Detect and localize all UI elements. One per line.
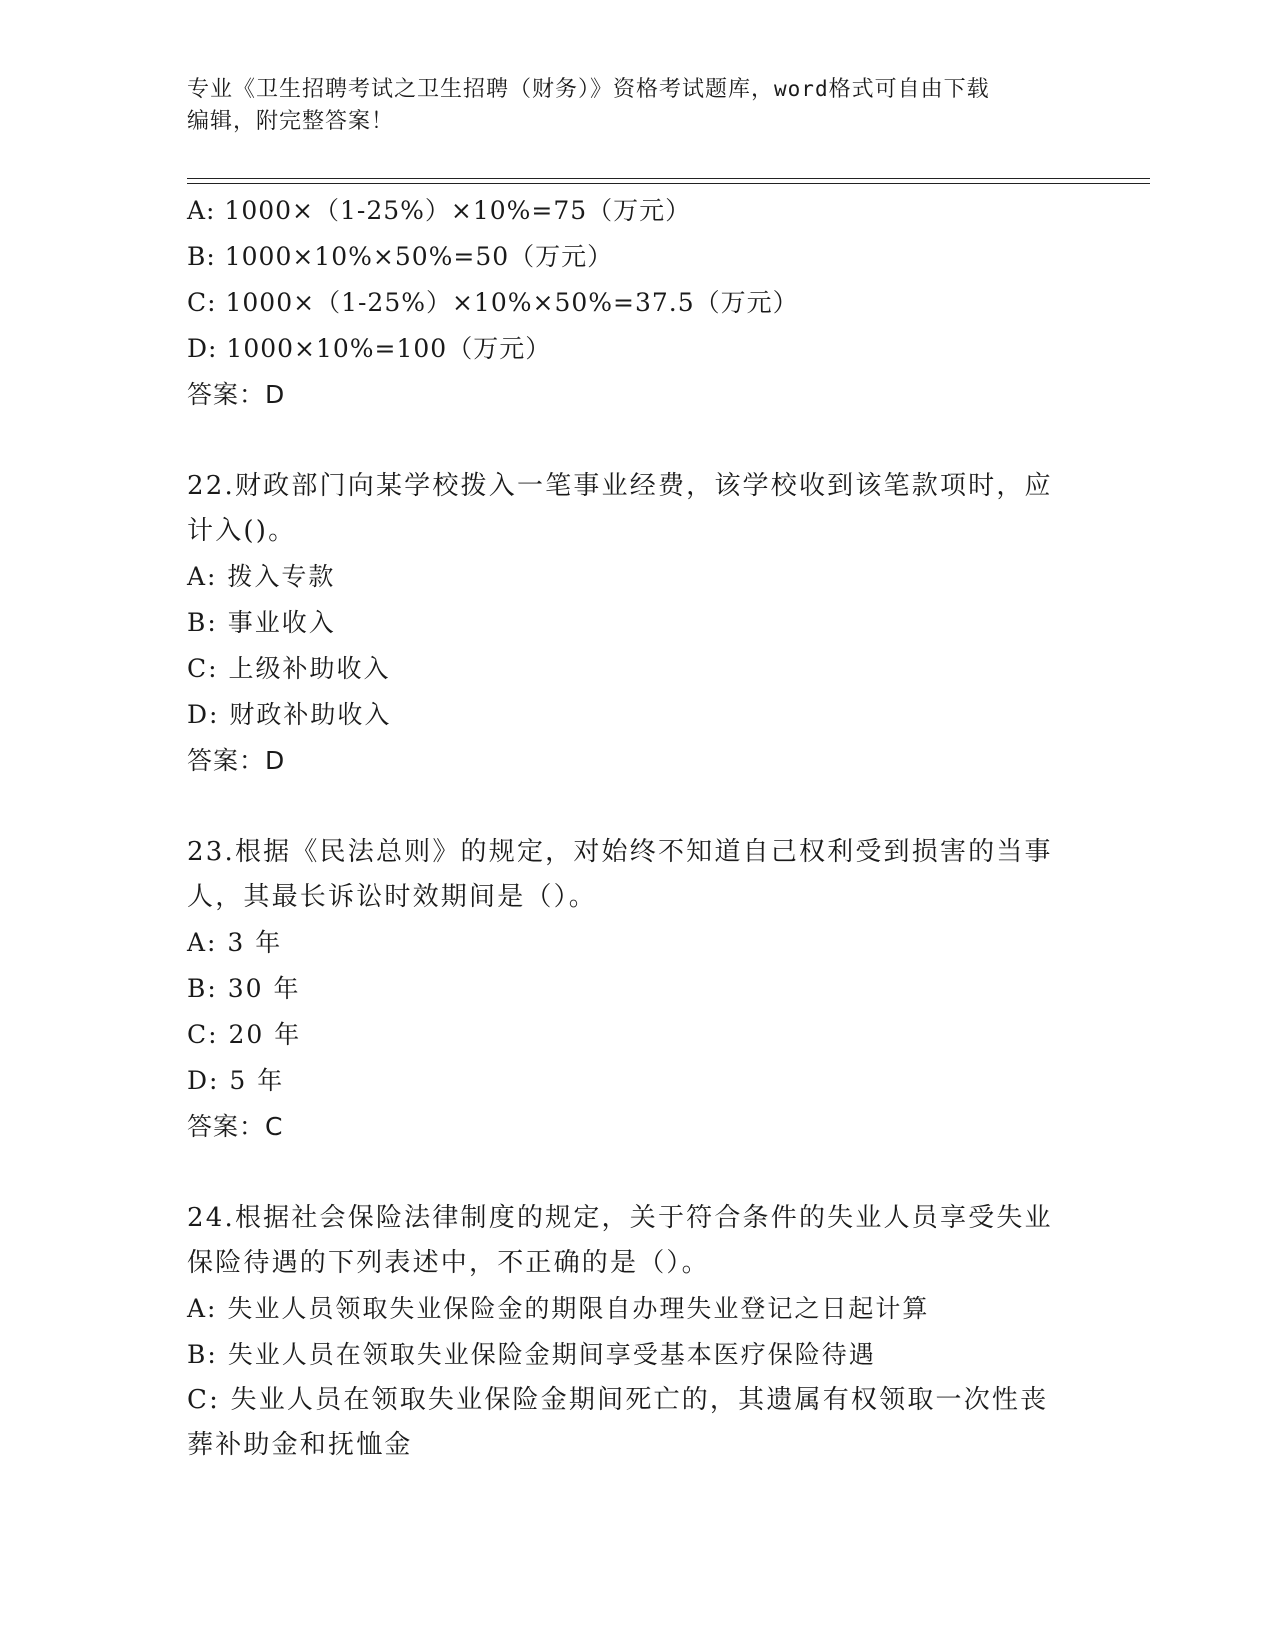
answer-label: 答案：D (187, 746, 286, 775)
option-c: C: 20 年 (187, 1020, 302, 1049)
spacer (187, 1150, 1067, 1196)
header-text-a: 专业《卫生招聘考试之卫生招聘（财务）》资格考试题库， (187, 77, 775, 102)
question-24 (187, 1196, 1067, 1468)
answer-label: 答案：C (187, 1112, 284, 1141)
question-stem: 22.财政部门向某学校拨入一笔事业经费，该学校收到该笔款项时，应计入()。 (187, 471, 1053, 546)
spacer (187, 418, 1067, 464)
option-c: C: 失业人员在领取失业保险金期间死亡的，其遗属有权领取一次性丧葬补助金和抚恤金 (187, 1385, 1049, 1460)
option-b: B: 1000×10%×50%=50（万元） (187, 242, 614, 271)
question-stem: 24.根据社会保险法律制度的规定，关于符合条件的失业人员享受失业保险待遇的下列表述中，不正确的是（）。 (187, 1203, 1053, 1278)
document-header (187, 73, 1067, 138)
spacer (187, 784, 1067, 830)
option-a: A: 拨入专款 (187, 562, 336, 591)
option-d: D: 财政补助收入 (187, 700, 392, 729)
option-b: B: 失业人员在领取失业保险金期间享受基本医疗保险待遇 (187, 1340, 876, 1369)
option-c: C: 1000×（1-25%）×10%×50%=37.5（万元） (187, 288, 799, 317)
option-a: A: 失业人员领取失业保险金的期限自办理失业登记之日起计算 (187, 1294, 930, 1323)
header-line-2: 编辑，附完整答案！ (187, 109, 395, 134)
header-divider-thick (187, 178, 1150, 179)
question-22 (187, 464, 1067, 784)
question-23 (187, 830, 1067, 1150)
option-a: A: 3 年 (187, 928, 283, 957)
option-d: D: 5 年 (187, 1066, 285, 1095)
header-text-b: 格式可自由下载 (828, 77, 990, 102)
option-b: B: 事业收入 (187, 608, 336, 637)
answer-label: 答案：D (187, 380, 286, 409)
option-d: D: 1000×10%=100（万元） (187, 334, 552, 363)
option-a: A: 1000×（1-25%）×10%=75（万元） (187, 196, 692, 225)
header-divider-thin (187, 183, 1150, 184)
option-c: C: 上级补助收入 (187, 654, 391, 683)
header-text-mono: word (774, 77, 829, 101)
question-stem: 23.根据《民法总则》的规定，对始终不知道自己权利受到损害的当事人，其最长诉讼时效期间是（）。 (187, 837, 1053, 912)
question-content (187, 188, 1067, 1468)
question-21 (187, 188, 1067, 418)
header-line-1 (187, 73, 1067, 106)
option-b: B: 30 年 (187, 974, 301, 1003)
